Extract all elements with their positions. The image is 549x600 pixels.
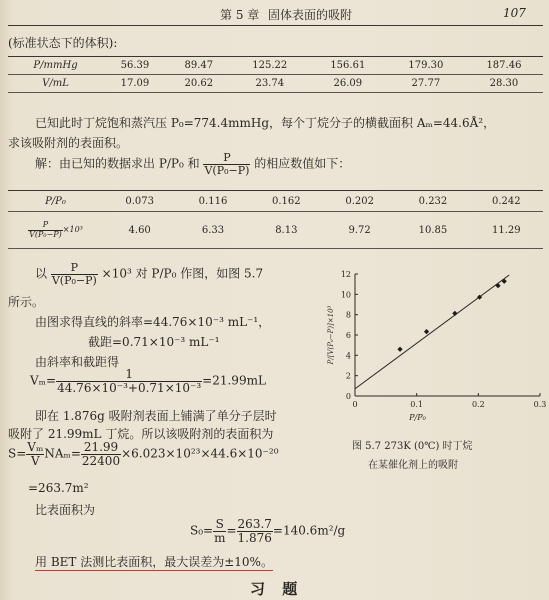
table-cell: 17.09	[103, 75, 167, 93]
table-cell: 27.77	[387, 75, 465, 93]
table-cell: 179.30	[387, 57, 465, 75]
fraction-numerator: Vₘ	[27, 440, 44, 454]
plot-text-suffix: ×10³ 对 P/P₀ 作图，如图 5.7	[101, 266, 264, 281]
table-label: P/P₀	[8, 191, 103, 212]
chart-layer	[327, 270, 546, 422]
table-cell: 0.202	[323, 191, 396, 212]
solution-intro	[35, 152, 350, 176]
y-axis-label: P/[V(P₀−P)]×10³	[327, 305, 335, 365]
s-fraction-1	[26, 441, 44, 467]
intercept-line: 截距=0.71×10⁻³ mL⁻¹	[88, 335, 220, 349]
fit-line	[355, 275, 509, 389]
table-cell: 11.29	[470, 212, 543, 249]
s-fraction-2	[81, 441, 121, 467]
fraction-denominator: V(P₀−P)	[51, 273, 97, 287]
s0-fraction-2	[237, 518, 273, 544]
conclusion: 用 BET 法测比表面积，最大误差为±10%。	[35, 555, 273, 569]
fraction-denominator: m	[214, 530, 226, 545]
table-cell: 9.72	[323, 212, 396, 249]
fraction-numerator: 1	[56, 368, 202, 382]
fraction-denominator: 1.876	[237, 530, 272, 545]
table-cell: 4.60	[103, 212, 176, 249]
table-label: P/mmHg	[8, 57, 103, 75]
y-tick-label: 6	[345, 331, 351, 340]
table-cell: 6.33	[176, 212, 249, 249]
fraction-denominator: V(P₀−P)	[29, 229, 62, 239]
fraction-numerator: 21.99	[81, 441, 121, 455]
s-rhs: ×6.023×10²³×44.6×10⁻²⁰	[121, 446, 279, 461]
y-tick-label: 10	[340, 290, 351, 300]
fraction-denominator: 22400	[81, 453, 121, 468]
s-lhs: S=	[8, 446, 27, 461]
intro-text: (标准状态下的体积):	[8, 36, 118, 50]
solution-intro-prefix: 解：由已知的数据求出 P/P₀ 和	[35, 156, 200, 171]
surface-area-result: =263.7m²	[28, 481, 89, 495]
exercises-heading: 习 题	[250, 580, 304, 598]
x-tick-label: 0.2	[471, 400, 485, 409]
specific-area-label: 比表面积为	[35, 503, 96, 517]
table-label: V/mL	[8, 75, 103, 93]
s0-rhs: =140.6m²/g	[272, 523, 346, 538]
vm-fraction	[56, 368, 202, 394]
table-cell: 26.09	[309, 75, 387, 93]
y-tick-label: 2	[345, 371, 351, 381]
fraction-numerator: P	[51, 262, 98, 275]
table-cell: 187.46	[465, 57, 543, 75]
derivation-line: 由斜率和截距得	[35, 355, 120, 369]
bet-plot	[300, 262, 545, 424]
pressure-volume-table	[8, 56, 543, 93]
fraction-denominator: 44.76×10⁻³+0.71×10⁻³	[57, 380, 202, 395]
surface-area-equation	[8, 441, 279, 467]
data-point	[397, 347, 402, 352]
row-label-fraction	[28, 221, 63, 239]
plot-text-prefix: 以	[35, 266, 48, 281]
table-cell: 89.47	[167, 57, 231, 75]
x-axis-label: P/P₀	[409, 413, 426, 422]
fraction-numerator: 263.7	[237, 517, 272, 531]
y-tick-label: 12	[340, 270, 351, 279]
solution-fraction	[203, 152, 250, 176]
problem-line-1: 已知此时丁烷饱和蒸汽压 P₀=774.4mmHg，每个丁烷分子的横截面积 Aₘ=44.6Å²，	[35, 116, 496, 130]
chapter-label: 第 5 章	[220, 8, 260, 22]
figure-caption-2: 在某催化剂上的吸附	[368, 460, 458, 471]
table-cell: 20.62	[167, 75, 231, 93]
table-cell: 0.232	[396, 191, 469, 212]
vm-lhs: Vₘ=	[30, 373, 57, 388]
s-mid: NAₘ=	[44, 446, 81, 461]
slope-line: 由图求得直线的斜率=44.76×10⁻³ mL⁻¹，	[35, 315, 271, 329]
table-cell: 0.116	[176, 191, 249, 212]
y-tick-label: 4	[345, 351, 351, 361]
monolayer-line-2: 吸附了 21.99mL 丁烷。所以该吸附剂的表面积为	[8, 427, 274, 441]
bet-values-table	[8, 190, 543, 249]
fraction-denominator: V	[30, 453, 40, 468]
data-point	[495, 283, 500, 288]
vm-rhs: =21.99mL	[202, 373, 266, 388]
table-label	[8, 212, 103, 249]
table-cell: 0.242	[470, 191, 543, 212]
data-point	[424, 329, 429, 334]
page-number: 107	[503, 6, 526, 20]
x-tick-label: 0.3	[533, 400, 547, 409]
row-label-suffix: ×10³	[62, 225, 83, 234]
table-cell: 10.85	[396, 212, 469, 249]
s0-eq: =	[226, 523, 237, 538]
data-point	[452, 311, 457, 316]
figure-caption-1: 图 5.7 273K (0℃) 时丁烷	[352, 441, 473, 452]
table-cell: 23.74	[231, 75, 309, 93]
table-cell: 0.073	[103, 191, 176, 212]
x-tick-label: 0	[352, 400, 358, 409]
monolayer-line-1: 即在 1.876g 吸附剂表面上铺满了单分子层时	[35, 409, 277, 423]
header-rule	[8, 25, 543, 26]
s0-lhs: S₀=	[190, 523, 214, 538]
table-cell: 8.13	[250, 212, 323, 249]
x-tick-label: 0.1	[410, 400, 424, 409]
solution-intro-suffix: 的相应数值如下：	[254, 156, 351, 171]
fraction-numerator: P	[28, 221, 63, 230]
y-tick-label: 8	[345, 310, 351, 320]
table-cell: 125.22	[231, 57, 309, 75]
vm-equation	[30, 368, 266, 394]
y-tick-label: 0	[345, 392, 351, 401]
plot-description-end: 所示。	[8, 295, 45, 309]
plot-fraction	[51, 262, 98, 286]
s0-fraction-1	[213, 518, 226, 544]
specific-area-equation	[190, 518, 345, 544]
fraction-numerator: P	[203, 152, 250, 165]
problem-line-2: 求该吸附剂的表面积。	[8, 136, 129, 150]
table-cell: 0.162	[250, 191, 323, 212]
table-cell: 56.39	[103, 57, 167, 75]
fraction-denominator: V(P₀−P)	[204, 163, 250, 177]
chapter-title: 固体表面的吸附	[268, 8, 353, 22]
table-cell: 156.61	[309, 57, 387, 75]
fraction-numerator: S	[213, 518, 226, 532]
plot-description	[35, 262, 263, 286]
table-cell: 28.30	[465, 75, 543, 93]
